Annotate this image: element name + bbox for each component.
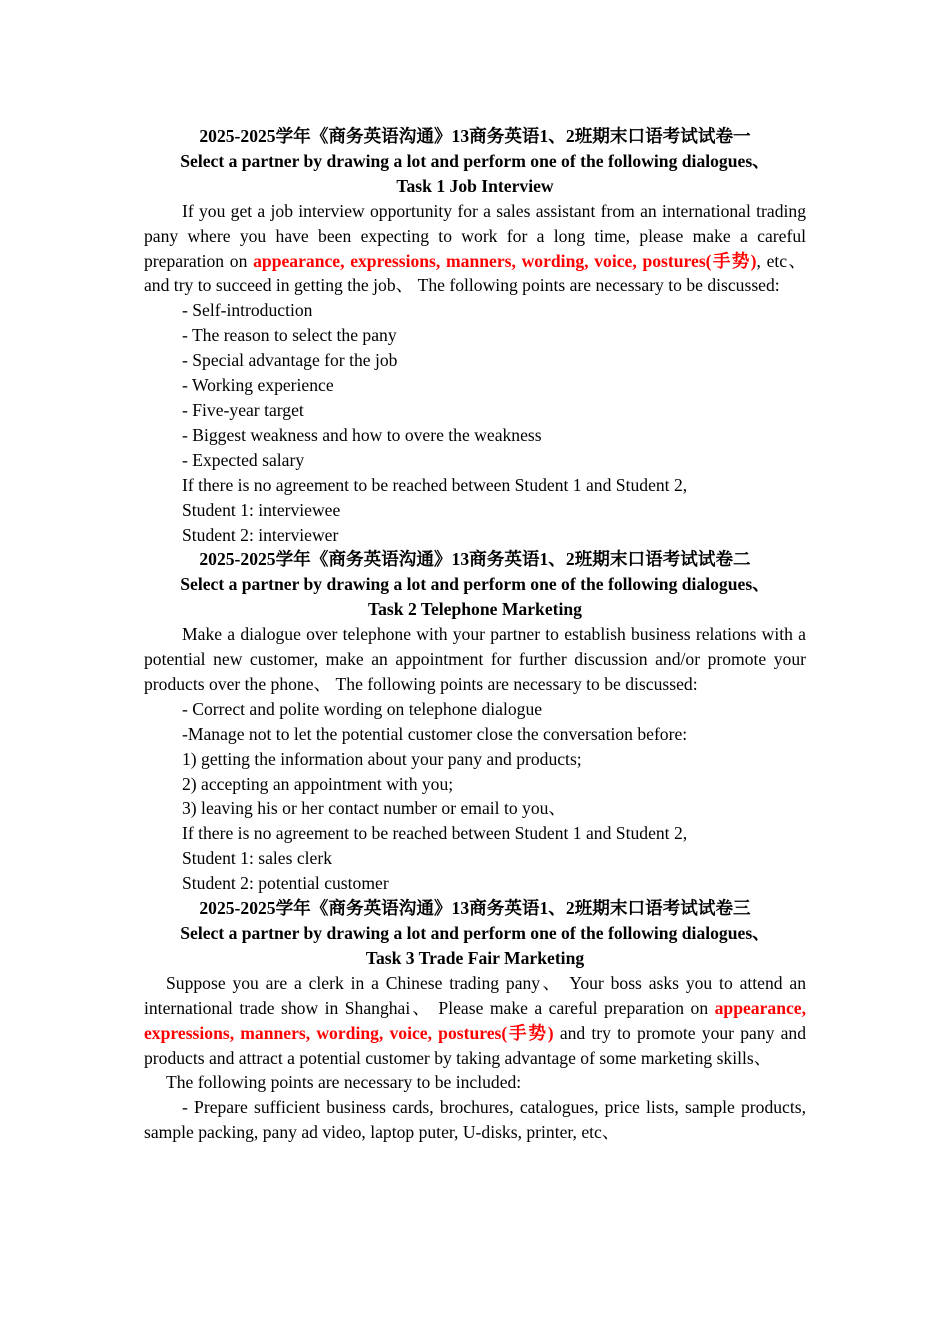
description-text-a: If you get a job interview opportunity for a sales assistant from an international trading pany where you have been expecting to work for a long time, please make a careful preparation on — [144, 200, 806, 271]
section-1 — [144, 124, 806, 547]
highlighted-requirements: appearance, expressions, manners, wording, voice, postures(手势) — [253, 250, 757, 271]
instruction-3: Select a partner by drawing a lot and perform one of the following dialogues、 — [180, 923, 770, 943]
list-item: -Manage not to let the potential customer close the conversation before: — [182, 723, 688, 744]
description-text-b: and try to promote your pany and products and attract a potential customer by taking advantage of some marketing skills、 — [144, 1022, 807, 1068]
section-2 — [144, 547, 806, 896]
task-description-3 — [144, 971, 806, 1071]
task-heading-3: Task 3 Trade Fair Marketing — [365, 947, 585, 968]
exam-title-3: 2025-2025学年《商务英语沟通》13商务英语1、2班期末口语考试试卷三 — [199, 898, 751, 919]
list-item: - The reason to select the pany — [182, 325, 397, 346]
exam-title-1: 2025-2025学年《商务英语沟通》13商务英语1、2班期末口语考试试卷一 — [199, 126, 751, 146]
list-item: - Correct and polite wording on telephone dialogue — [182, 698, 543, 719]
description-text-b: , etc、 and try to succeed in getting the job、 The following points are necessary to be discussed: — [144, 250, 806, 296]
list-item: 2) accepting an appointment with you; — [182, 773, 454, 794]
student-2-role: Student 2: potential customer — [182, 873, 389, 894]
points-intro-3: The following points are necessary to be included: — [166, 1072, 522, 1093]
list-item: - Prepare sufficient business cards, brochures, catalogues, price lists, sample products, sample packing, pany ad video, laptop puter, U-disks, printer, etc、 — [144, 1097, 806, 1143]
student-1-role: Student 1: interviewee — [182, 499, 341, 520]
instruction-1: Select a partner by drawing a lot and perform one of the following dialogues、 — [180, 150, 770, 171]
list-item: - Self-introduction — [182, 300, 313, 321]
list-item: - Five-year target — [182, 399, 304, 420]
task-heading-1: Task 1 Job Interview — [396, 175, 554, 196]
list-item: - Expected salary — [182, 449, 305, 470]
list-item: - Working experience — [182, 375, 334, 396]
student-2-role: Student 2: interviewer — [182, 524, 339, 545]
discussion-points-2 — [144, 697, 806, 822]
exam-title-2: 2025-2025学年《商务英语沟通》13商务英语1、2班期末口语考试试卷二 — [199, 549, 751, 570]
instruction-2: Select a partner by drawing a lot and perform one of the following dialogues、 — [180, 574, 770, 595]
highlighted-requirements: appearance, expressions, manners, wording, voice, postures(手势) — [144, 997, 806, 1043]
document-page — [144, 124, 806, 1145]
list-item: 3) leaving his or her contact number or email to you、 — [182, 798, 567, 819]
task-heading-2: Task 2 Telephone Marketing — [368, 599, 582, 620]
student-1-role: Student 1: sales clerk — [182, 848, 333, 869]
task-description-1 — [144, 199, 806, 299]
agreement-note-1: If there is no agreement to be reached between Student 1 and Student 2, — [182, 474, 688, 495]
list-item: - Biggest weakness and how to overe the weakness — [182, 424, 542, 445]
agreement-note-2: If there is no agreement to be reached between Student 1 and Student 2, — [182, 823, 688, 844]
section-3 — [144, 896, 806, 1145]
task-description-2: Make a dialogue over telephone with your partner to establish business relations with a potential new customer, make an appointment for further discussion and/or promote your products over the phone、 The following points are necessary to be discussed: — [144, 624, 806, 694]
description-text-a: Suppose you are a clerk in a Chinese trading pany、 Your boss asks you to attend an international trade show in Shanghai、 Please make a careful preparation on — [144, 972, 806, 1018]
discussion-points-1 — [144, 298, 806, 472]
list-item: 1) getting the information about your pany and products; — [182, 748, 582, 769]
list-item: - Special advantage for the job — [182, 350, 398, 371]
